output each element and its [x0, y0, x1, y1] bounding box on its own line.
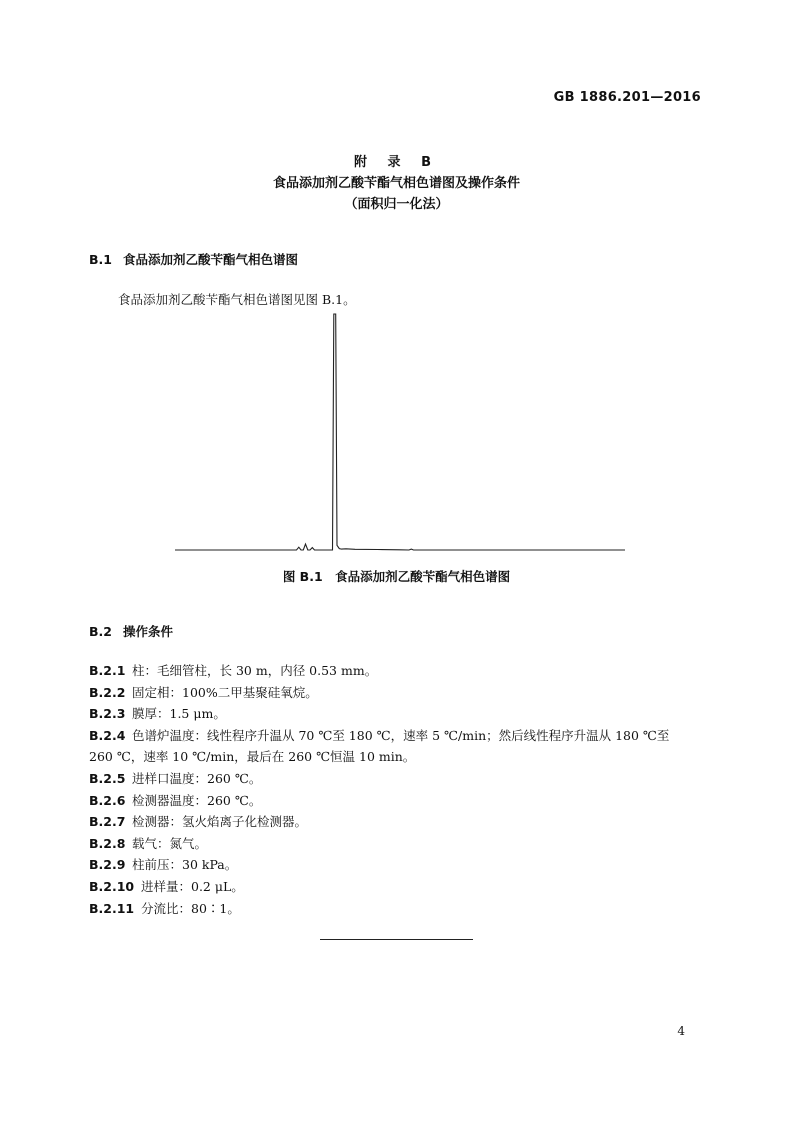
- item-key: B.2.6: [89, 792, 126, 808]
- list-item: [89, 725, 709, 768]
- item-text: 检测器温度：260 ℃。: [132, 792, 262, 808]
- appendix-heading: [0, 152, 793, 215]
- item-key: B.2.11: [89, 900, 135, 916]
- item-key: B.2.3: [89, 706, 126, 722]
- section-number: B.1: [89, 252, 112, 267]
- item-text: 柱前压：30 kPa。: [132, 857, 238, 873]
- operating-conditions-list: [89, 660, 709, 919]
- item-text: 进样量：0.2 μL。: [141, 878, 244, 894]
- item-key: B.2.2: [89, 684, 126, 700]
- list-item: [89, 768, 709, 790]
- item-text: 膜厚：1.5 μm。: [132, 706, 226, 722]
- list-item: [89, 703, 709, 725]
- figure-caption: 图 B.1 食品添加剂乙酸苄酯气相色谱图: [282, 569, 511, 584]
- section-title: 食品添加剂乙酸苄酯气相色谱图: [123, 252, 299, 267]
- list-item: [89, 854, 709, 876]
- list-item: [89, 682, 709, 704]
- end-rule: [320, 939, 473, 940]
- item-key: B.2.8: [89, 835, 126, 851]
- item-key: B.2.4: [89, 727, 126, 743]
- section-b1-text: 食品添加剂乙酸苄酯气相色谱图见图 B.1。: [118, 292, 356, 307]
- item-text: 分流比：80∶1。: [141, 900, 240, 916]
- chromatogram-plot: [175, 314, 625, 550]
- list-item: [89, 833, 709, 855]
- list-item: [89, 898, 709, 920]
- list-item: [89, 811, 709, 833]
- standard-number: GB 1886.201—2016: [553, 90, 701, 105]
- section-title: 操作条件: [123, 624, 174, 639]
- section-b2-heading: [89, 622, 173, 640]
- item-key: B.2.10: [89, 878, 135, 894]
- item-text-line2: 260 ℃，速率 10 ℃/min，最后在 260 ℃恒温 10 min。: [89, 749, 416, 765]
- appendix-title: 食品添加剂乙酸苄酯气相色谱图及操作条件: [272, 176, 520, 191]
- list-item: [89, 660, 709, 682]
- item-text: 柱：毛细管柱，长 30 m，内径 0.53 mm。: [132, 663, 378, 678]
- item-key: B.2.7: [89, 814, 126, 830]
- chromatogram-trace: [175, 314, 625, 550]
- item-text: 固定相：100%二甲基聚硅氧烷。: [132, 684, 318, 700]
- item-key: B.2.5: [89, 770, 126, 786]
- chromatogram-chart: [170, 308, 630, 560]
- appendix-subtitle: （面积归一化法）: [344, 197, 449, 212]
- section-b1-heading: [89, 250, 298, 268]
- list-item: [89, 790, 709, 812]
- item-text: 进样口温度：260 ℃。: [132, 770, 262, 786]
- item-text-line1: 色谱炉温度：线性程序升温从 70 ℃至 180 ℃，速率 5 ℃/min；然后线性程序升温从 180 ℃至: [132, 727, 670, 743]
- item-text: 载气：氮气。: [132, 835, 208, 851]
- list-item: [89, 876, 709, 898]
- page-number: 4: [677, 1024, 685, 1038]
- item-key: B.2.9: [89, 857, 126, 873]
- appendix-label: 附 录 B: [354, 155, 439, 170]
- item-key: B.2.1: [89, 663, 126, 678]
- section-number: B.2: [89, 624, 112, 639]
- item-text: 检测器：氢火焰离子化检测器。: [132, 814, 308, 830]
